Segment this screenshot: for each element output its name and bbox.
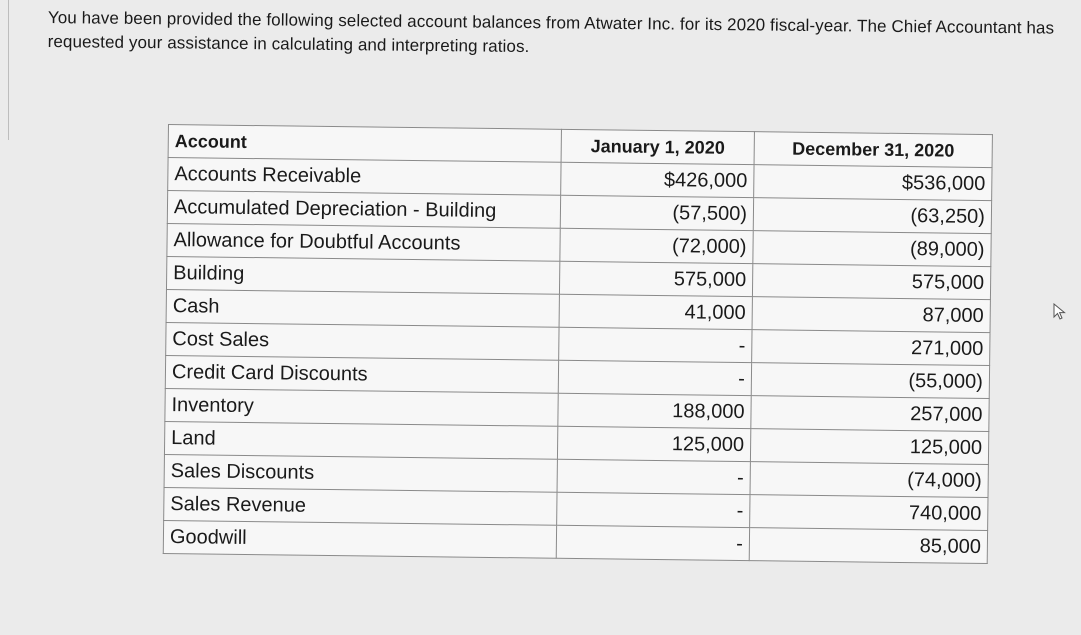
december-balance: (89,000) (753, 231, 991, 267)
account-name: Allowance for Doubtful Accounts (167, 223, 560, 261)
account-name: Accounts Receivable (168, 158, 561, 196)
december-balance: (63,250) (753, 198, 991, 234)
december-balance: (55,000) (751, 363, 989, 399)
january-balance: - (559, 327, 752, 362)
page-edge-rule (8, 0, 9, 140)
header-account: Account (168, 125, 561, 163)
december-balance: 575,000 (752, 264, 990, 300)
account-name: Sales Discounts (164, 454, 557, 492)
account-name: Accumulated Depreciation - Building (167, 191, 560, 229)
january-balance: (72,000) (560, 228, 753, 263)
account-balances-sheet (163, 124, 993, 564)
december-balance: 271,000 (752, 330, 990, 366)
january-balance: 188,000 (558, 393, 751, 428)
january-balance: - (558, 360, 751, 395)
account-balances-table (163, 124, 993, 564)
december-balance: 87,000 (752, 297, 990, 333)
january-balance: - (557, 492, 750, 527)
account-name: Building (166, 256, 559, 294)
account-name: Land (164, 421, 557, 459)
december-balance: 125,000 (750, 429, 988, 465)
january-balance: (57,500) (560, 195, 753, 230)
intro-paragraph: You have been provided the following selected account balances from Atwater Inc. for its 2020 fiscal-year. The Chief Accountant has requested your assistance in calculating and interpreting ratios. (47, 7, 1055, 57)
december-balance: 85,000 (749, 528, 987, 564)
january-balance: 125,000 (557, 426, 750, 461)
account-name: Goodwill (163, 520, 556, 558)
january-balance: 575,000 (559, 261, 752, 296)
december-balance: $536,000 (754, 165, 992, 201)
account-name: Credit Card Discounts (165, 355, 558, 393)
december-balance: 257,000 (751, 396, 989, 432)
header-december: December 31, 2020 (754, 132, 992, 168)
account-name: Cash (166, 289, 559, 327)
account-name: Cost Sales (166, 322, 559, 360)
header-january: January 1, 2020 (561, 129, 754, 164)
account-name: Inventory (165, 388, 558, 426)
december-balance: 740,000 (750, 495, 988, 531)
january-balance: - (556, 525, 749, 560)
account-name: Sales Revenue (164, 487, 557, 525)
december-balance: (74,000) (750, 462, 988, 498)
january-balance: $426,000 (561, 162, 754, 197)
january-balance: - (557, 459, 750, 494)
mouse-pointer-icon (1052, 303, 1068, 321)
january-balance: 41,000 (559, 294, 752, 329)
